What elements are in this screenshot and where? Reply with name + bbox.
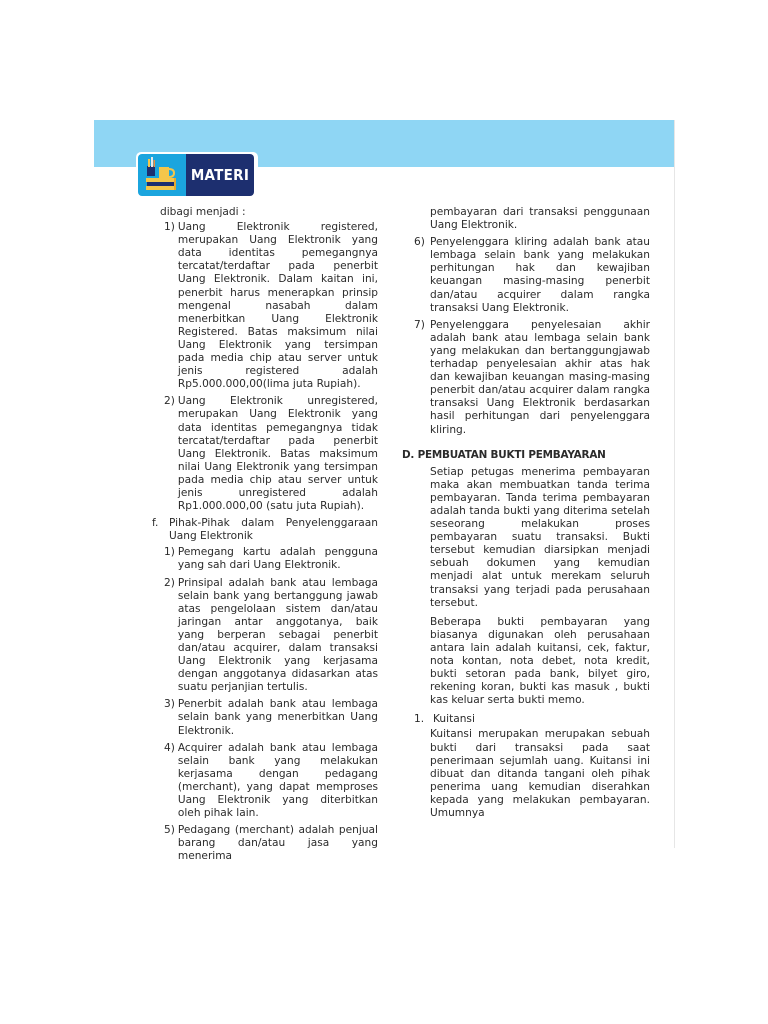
list-item: [160, 824, 378, 863]
document-page: [94, 120, 675, 863]
item-number: 2): [164, 576, 175, 589]
section-title: Kuitansi: [433, 713, 475, 726]
item-text: Pemegang kartu adalah pengguna yang sah dari Uang Elektronik.: [177, 546, 378, 572]
list-item: [414, 236, 650, 315]
item-number: 7): [414, 318, 425, 331]
list-item: [160, 395, 378, 513]
item-text: Penyelenggara penyelesaian akhir adalah bank atau lembaga selain bank yang melakukan dan bertanggungjawab terhadap penyelesaian akhir atas hak dan kewajiban keuangan masing-masing penerbit dan/atau acquirer dalam rangka transaksi Uang Elektronik berdasarkan hasil perhitungan dari penyelenggara kliring.: [430, 318, 650, 436]
intro-text: dibagi menjadi :: [160, 206, 246, 218]
section-f-heading: [152, 517, 378, 543]
e-list: [160, 221, 378, 513]
list-item: [160, 546, 378, 572]
item-number: 5): [164, 824, 175, 837]
continued-text: pembayaran dari transaksi penggunaan Uang Elektronik.: [430, 206, 650, 232]
item-number: 4): [164, 741, 175, 754]
item-number: 1): [164, 546, 175, 559]
item-text: Uang Elektronik unregistered, merupakan Uang Elektronik yang data identitas pemegangnya tidak tercatat/terdaftar pada penerbit Uang Elektronik. Batas maksimum nilai Uang Elektronik yang tersimpan pada media chip atau server untuk jenis unregistered adalah Rp1.000.000,00 (satu juta Rupiah).: [177, 395, 378, 513]
item-number: 6): [414, 236, 425, 249]
materi-badge: [136, 152, 258, 198]
list-item: [160, 742, 378, 821]
item-text: Uang Elektronik registered, merupakan Uang Elektronik yang data identitas pemegangnya tercatat/terdaftar pada penerbit Uang Elektronik. Dalam kaitan ini, penerbit harus menerapkan prinsip mengenal nasabah dalam menerbitkan Uang Elektronik Registered. Batas maksimum nilai Uang Elektronik yang tersimpan pada media chip atau server untuk jenis registered adalah Rp5.000.000,00(lima juta Rupiah).: [177, 221, 378, 391]
item-text: Penerbit adalah bank atau lembaga selain bank yang menerbitkan Uang Elektronik.: [177, 698, 378, 737]
item-text: Pedagang (merchant) adalah penjual barang dan/atau jasa yang menerima: [177, 824, 378, 863]
item-text: Penyelenggara kliring adalah bank atau lembaga selain bank yang melakukan perhitungan hak dan kewajiban keuangan masing-masing penerbit dan/atau acquirer dalam rangka transaksi Uang Elektronik.: [430, 236, 650, 314]
section-number: f.: [152, 517, 159, 530]
f-list: [160, 546, 378, 863]
paragraph: Beberapa bukti pembayaran yang biasanya digunakan oleh perusahaan antara lain adalah kuitansi, cek, faktur, nota kontan, nota debet, nota kredit, bukti setoran pada bank, bilyet giro, rekening koran, bukti kas masuk , bukti kas keluar serta bukti memo.: [430, 615, 650, 707]
list-item: [160, 221, 378, 391]
kuitansi-heading: [414, 713, 650, 726]
section-number: 1.: [414, 713, 425, 726]
section-d-heading: D. PEMBUATAN BUKTI PEMBAYARAN: [402, 448, 606, 461]
list-item: [160, 698, 378, 737]
paragraph: Kuitansi merupakan merupakan sebuah bukti dari transaksi pada saat penerimaan sejumlah uang. Kuitansi ini dibuat dan ditanda tangani oleh pihak penerima uang kemudian diserahkan kepada yang melakukan pembayaran. Umumnya: [430, 728, 650, 820]
list-item: [160, 577, 378, 695]
item-number: 1): [164, 221, 175, 234]
item-number: 2): [164, 395, 175, 408]
right-column: [402, 206, 650, 826]
badge-label: MATERI: [186, 154, 254, 196]
left-column: [152, 206, 378, 868]
item-text: Prinsipal adalah bank atau lembaga selain bank yang bertanggung jawab atas pengelolaan sistem dan/atau jaringan antar anggotanya, baik yang berperan sebagai penerbit dan/atau acquirer, dalam transaksi Uang Elektronik yang kerjasama dengan anggotanya didasarkan atas suatu perjanjian tertulis.: [177, 576, 378, 694]
item-number: 3): [164, 698, 175, 711]
item-text: Acquirer adalah bank atau lembaga selain bank yang melakukan kerjasama dengan pedagang (merchant), yang dapat memproses Uang Elektronik yang diterbitkan oleh pihak lain.: [177, 741, 378, 820]
right-list: [414, 236, 650, 436]
section-title: Pihak-Pihak dalam Penyelenggaraan Uang Elektronik: [169, 517, 378, 543]
list-item: [414, 319, 650, 437]
desk-supplies-icon: [138, 154, 186, 196]
paragraph: Setiap petugas menerima pembayaran maka akan membuatkan tanda terima pembayaran. Tanda terima pembayaran adalah tanda bukti yang diterima setelah seseorang melakukan proses pembayaran suatu transaksi. Bukti tersebut kemudian diarsipkan menjadi sebuah dokumen yang kemudian menjadi alat untuk merekam seluruh transaksi yang terjadi pada perusahaan tersebut.: [430, 465, 650, 609]
